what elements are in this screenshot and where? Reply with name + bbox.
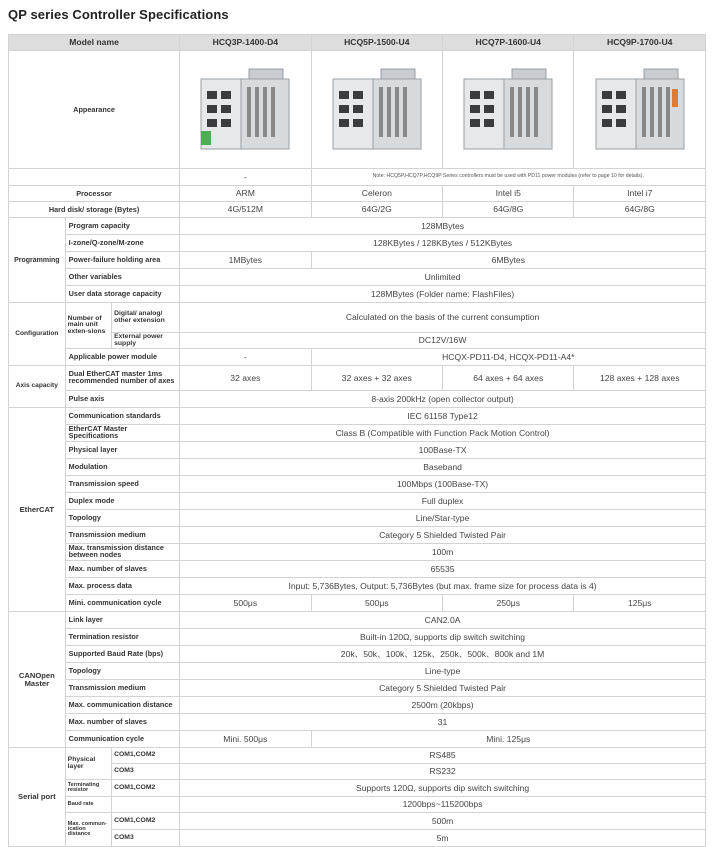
serial-distance-label: Max. commun- ication distance [65,813,111,847]
modulation-value: Baseband [180,459,706,476]
digital-analog-label: Digital/ analog/ other extension [112,303,180,333]
processor-label: Processor [9,186,180,202]
dist-com12-label: COM1,COM2 [112,813,180,830]
applicable-power-value-a: - [180,349,311,366]
appearance-dash: - [180,169,311,186]
can-distance-value: 2500m (20kbps) [180,697,706,714]
processor-value: ARM [180,186,311,202]
power-module-note: Note: HCQ5P,HCQ7P,HCQ9P Series controllers must be used with PD11 power modules (refer to page 10 for details). [311,169,705,186]
applicable-power-value-b: HCQX-PD11-D4, HCQX-PD11-A4* [311,349,705,366]
terminating-resistor-value: Supports 120Ω, supports dip switch switching [180,780,706,797]
serial-baud-value: 1200bps~115200bps [180,797,706,813]
axes-value: 32 axes [180,366,311,391]
can-topology-label: Topology [65,663,179,680]
storage-label: Hard disk/ storage (Bytes) [9,202,180,218]
master-spec-label: EtherCAT Master Specifications [65,425,179,442]
topology-value: Line/Star-type [180,510,706,527]
can-slaves-value: 31 [180,714,706,731]
max-distance-value: 100m [180,544,706,561]
other-variables-label: Other variables [65,269,179,286]
main-unit-extensions-label: Number of main unit exten-sions [65,303,111,349]
physical-layer-label: Physical layer [65,442,179,459]
page-title: QP series Controller Specifications [8,7,229,22]
termination-resistor-label: Termination resistor [65,629,179,646]
serial-physical-label: Physical layer [65,748,111,780]
canopen-category: CANOpen Master [9,612,66,748]
topology-label: Topology [65,510,179,527]
axes-value: 64 axes + 64 axes [443,366,574,391]
transmission-medium-value: Category 5 Shielded Twisted Pair [180,527,706,544]
duplex-mode-value: Full duplex [180,493,706,510]
program-capacity-value: 128MBytes [180,218,706,235]
applicable-power-label: Applicable power module [65,349,179,366]
processor-value: Intel i7 [574,186,706,202]
master-spec-value: Class B (Compatible with Function Pack Motion Control) [180,425,706,442]
can-slaves-label: Max. number of slaves [65,714,179,731]
term-com12-label: COM1,COM2 [112,780,180,797]
max-process-data-label: Max. process data [65,578,179,595]
storage-value: 4G/512M [180,202,311,218]
model-col-hcq3p: HCQ3P-1400-D4 [180,35,311,51]
transmission-speed-label: Transmission speed [65,476,179,493]
controller-image-hcq7p [443,51,574,169]
can-cycle-value-b: Mini. 125μs [311,731,705,748]
termination-resistor-value: Built-in 120Ω, supports dip switch switching [180,629,706,646]
com12-label: COM1,COM2 [112,748,180,764]
serial-baud-label: Baud rate [65,797,111,813]
storage-value: 64G/2G [311,202,442,218]
model-name-header: Model name [9,35,180,51]
comm-standards-value: IEC 61158 Type12 [180,408,706,425]
user-data-label: User data storage capacity [65,286,179,303]
processor-value: Intel i5 [443,186,574,202]
controller-image-hcq9p [574,51,706,169]
processor-value: Celeron [311,186,442,202]
max-slaves-value: 65535 [180,561,706,578]
terminating-resistor-label: Terminating resistor [65,780,111,797]
can-medium-value: Category 5 Shielded Twisted Pair [180,680,706,697]
transmission-speed-value: 100Mbps (100Base-TX) [180,476,706,493]
cycle-value: 125μs [574,595,706,612]
com3-label: COM3 [112,764,180,780]
transmission-medium-label: Transmission medium [65,527,179,544]
dist-com12-value: 500m [180,813,706,830]
can-cycle-label: Communication cycle [65,731,179,748]
dist-com3-label: COM3 [112,830,180,847]
physical-layer-value: 100Base-TX [180,442,706,459]
max-distance-label: Max. transmission distance between nodes [65,544,179,561]
controller-image-hcq3p [180,51,311,169]
rs485-value: RS485 [180,748,706,764]
cycle-value: 250μs [443,595,574,612]
digital-analog-value: Calculated on the basis of the current consumption [180,303,706,333]
cycle-value: 500μs [311,595,442,612]
external-power-label: External power supply [112,333,180,349]
serial-category: Serial port [9,748,66,847]
can-topology-value: Line-type [180,663,706,680]
power-failure-value-a: 1MBytes [180,252,311,269]
can-distance-label: Max. communication distance [65,697,179,714]
power-failure-value-b: 6MBytes [311,252,705,269]
modulation-label: Modulation [65,459,179,476]
link-layer-value: CAN2.0A [180,612,706,629]
dist-com3-value: 5m [180,830,706,847]
ethercat-category: EtherCAT [9,408,66,612]
izone-value: 128KBytes / 128KBytes / 512KBytes [180,235,706,252]
izone-label: I-zone/Q-zone/M-zone [65,235,179,252]
programming-category: Programming [9,218,66,303]
baud-rate-value: 20k、50k、100k、125k、250k、500k、800k and 1M [180,646,706,663]
model-col-hcq5p: HCQ5P-1500-U4 [311,35,442,51]
user-data-value: 128MBytes (Folder name: FlashFiles) [180,286,706,303]
appearance-label: Appearance [9,51,180,169]
controller-image [592,65,688,155]
controller-image [197,65,293,155]
axes-value: 32 axes + 32 axes [311,366,442,391]
power-failure-label: Power-failure holding area [65,252,179,269]
pulse-axis-value: 8-axis 200kHz (open collector output) [180,391,706,408]
rs232-value: RS232 [180,764,706,780]
model-col-hcq9p: HCQ9P-1700-U4 [574,35,706,51]
storage-value: 64G/8G [443,202,574,218]
duplex-mode-label: Duplex mode [65,493,179,510]
link-layer-label: Link layer [65,612,179,629]
controller-image [329,65,425,155]
axes-value: 128 axes + 128 axes [574,366,706,391]
program-capacity-label: Program capacity [65,218,179,235]
other-variables-value: Unlimited [180,269,706,286]
baud-rate-label: Supported Baud Rate (bps) [65,646,179,663]
pulse-axis-label: Pulse axis [65,391,179,408]
controller-image [460,65,556,155]
dual-ethercat-label: Dual EtherCAT master 1ms recommended number of axes [65,366,179,391]
configuration-category: Configuration [9,303,66,366]
can-cycle-value-a: Mini. 500μs [180,731,311,748]
mini-cycle-label: Mini. communication cycle [65,595,179,612]
can-medium-label: Transmission medium [65,680,179,697]
cycle-value: 500μs [180,595,311,612]
max-slaves-label: Max. number of slaves [65,561,179,578]
controller-image-hcq5p [311,51,442,169]
max-process-data-value: Input: 5,736Bytes, Output: 5,736Bytes (but max. frame size for process data is 4) [180,578,706,595]
spec-table [8,34,706,847]
external-power-value: DC12V/16W [180,333,706,349]
model-col-hcq7p: HCQ7P-1600-U4 [443,35,574,51]
axis-category: Axis capacity [9,366,66,408]
storage-value: 64G/8G [574,202,706,218]
comm-standards-label: Communication standards [65,408,179,425]
